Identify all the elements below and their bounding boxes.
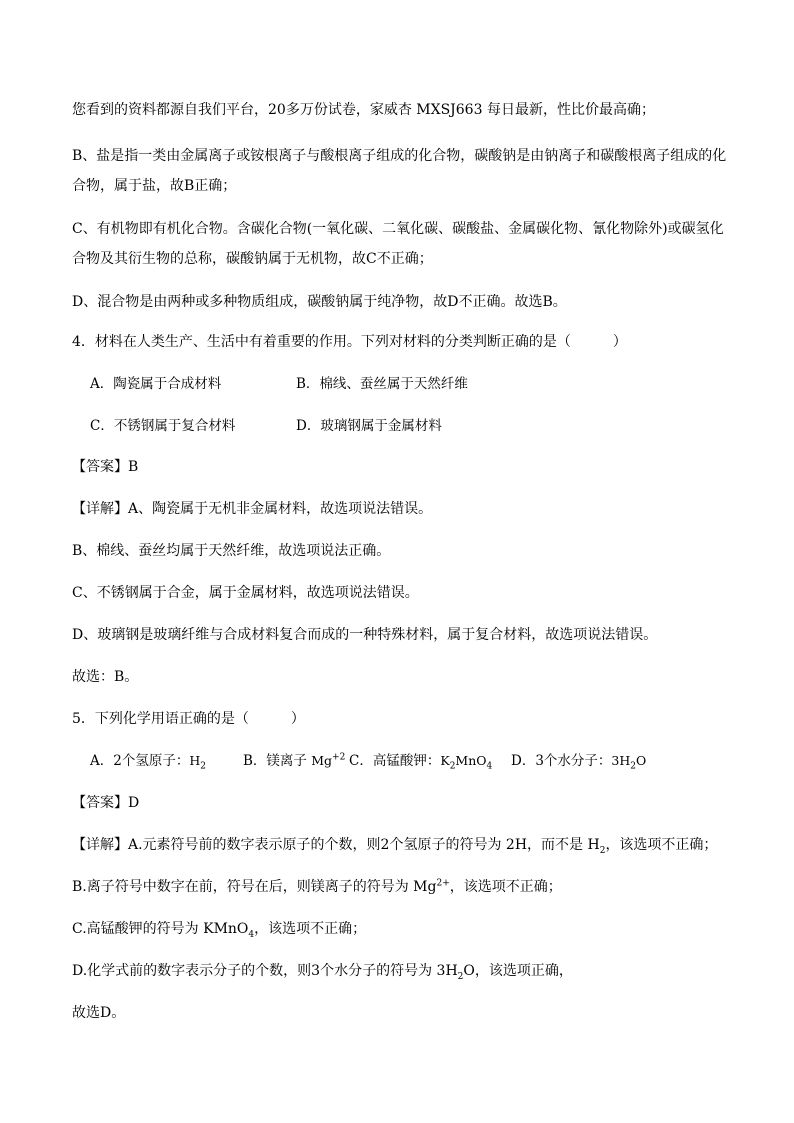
q4-explain-a: 【详解】A、陶瓷属于无机非金属材料，故选项说法错误。 (72, 501, 433, 517)
q4-explain-b: B、棉线、蚕丝均属于天然纤维，故选项说法正确。 (72, 543, 391, 559)
q5-explain-b: B.离子符号中数字在前，符号在后，则镁离子的符号为 $Mg^{2+}$，该选项不正确； (72, 878, 562, 895)
q5-explain-a: 【详解】A.元素符号前的数字表示原子的个数，则2个氢原子的符号为 2H，而不是 $H_2$，该选项不正确； (72, 837, 718, 856)
header-notice-line: 您看到的资料都源自我们平台，20多万份试卷，家威杏 MXSJ663 每日最新，性比价最高确； (72, 102, 655, 118)
q4-option-c: C．不锈钢属于复合材料 (90, 418, 236, 434)
q5-option-b: B．镁离子 $Mg^{+2}$ (243, 752, 346, 769)
q5-conclusion: 故选D。 (72, 1005, 126, 1021)
q5-option-c: C．高锰酸钾：$K_2MnO_4$ (349, 753, 493, 772)
q5-option-a: A．2个氢原子：$H_2$ (90, 753, 206, 772)
q4-explain-c: C、不锈钢属于合金，属于金属材料，故选项说法错误。 (72, 585, 419, 601)
q4-conclusion: 故选：B。 (72, 669, 139, 685)
q4-option-a: A．陶瓷属于合成材料 (90, 376, 222, 392)
q5-option-d: D．3个水分子：$3H_2O$ (511, 753, 647, 772)
q4-answer: 【答案】B (72, 459, 139, 475)
q4-option-d: D．玻璃钢属于金属材料 (296, 418, 442, 434)
explain-c-line-1: C、有机物即有机化合物。含碳化合物(一氧化碳、二氧化碳、碳酸盐、金属碳化物、氰化物除外)或碳氢化 (72, 221, 724, 237)
explain-d-line: D、混合物是由两种或多种物质组成，碳酸钠属于纯净物，故D不正确。故选B。 (72, 294, 567, 310)
q4-explain-d: D、玻璃钢是玻璃纤维与合成材料复合而成的一种特殊材料，属于复合材料，故选项说法错误。 (72, 627, 658, 643)
q5-answer: 【答案】D (72, 795, 140, 811)
q4-option-b: B．棉线、蚕丝属于天然纤维 (296, 376, 468, 392)
question-5: 5．下列化学用语正确的是（ ） (72, 711, 305, 727)
q5-explain-c: C.高锰酸钾的符号为 KMnO$_4$，该选项不正确； (72, 921, 367, 940)
explain-b-line-1: B、盐是指一类由金属离子或铵根离子与酸根离子组成的化合物，碳酸钠是由钠离子和碳酸根离子组成的化 (72, 148, 727, 164)
explain-c-line-2: 合物及其衍生物的总称，碳酸钠属于无机物，故C不正确； (72, 251, 433, 267)
q5-explain-d: D.化学式前的数字表示分子的个数，则3个水分子的符号为 $3H_2O$，该选项正确， (72, 963, 573, 982)
question-4: 4．材料在人类生产、生活中有着重要的作用。下列对材料的分类判断正确的是（ ） (72, 334, 627, 350)
explain-b-line-2: 合物，属于盐，故B正确； (72, 178, 237, 194)
